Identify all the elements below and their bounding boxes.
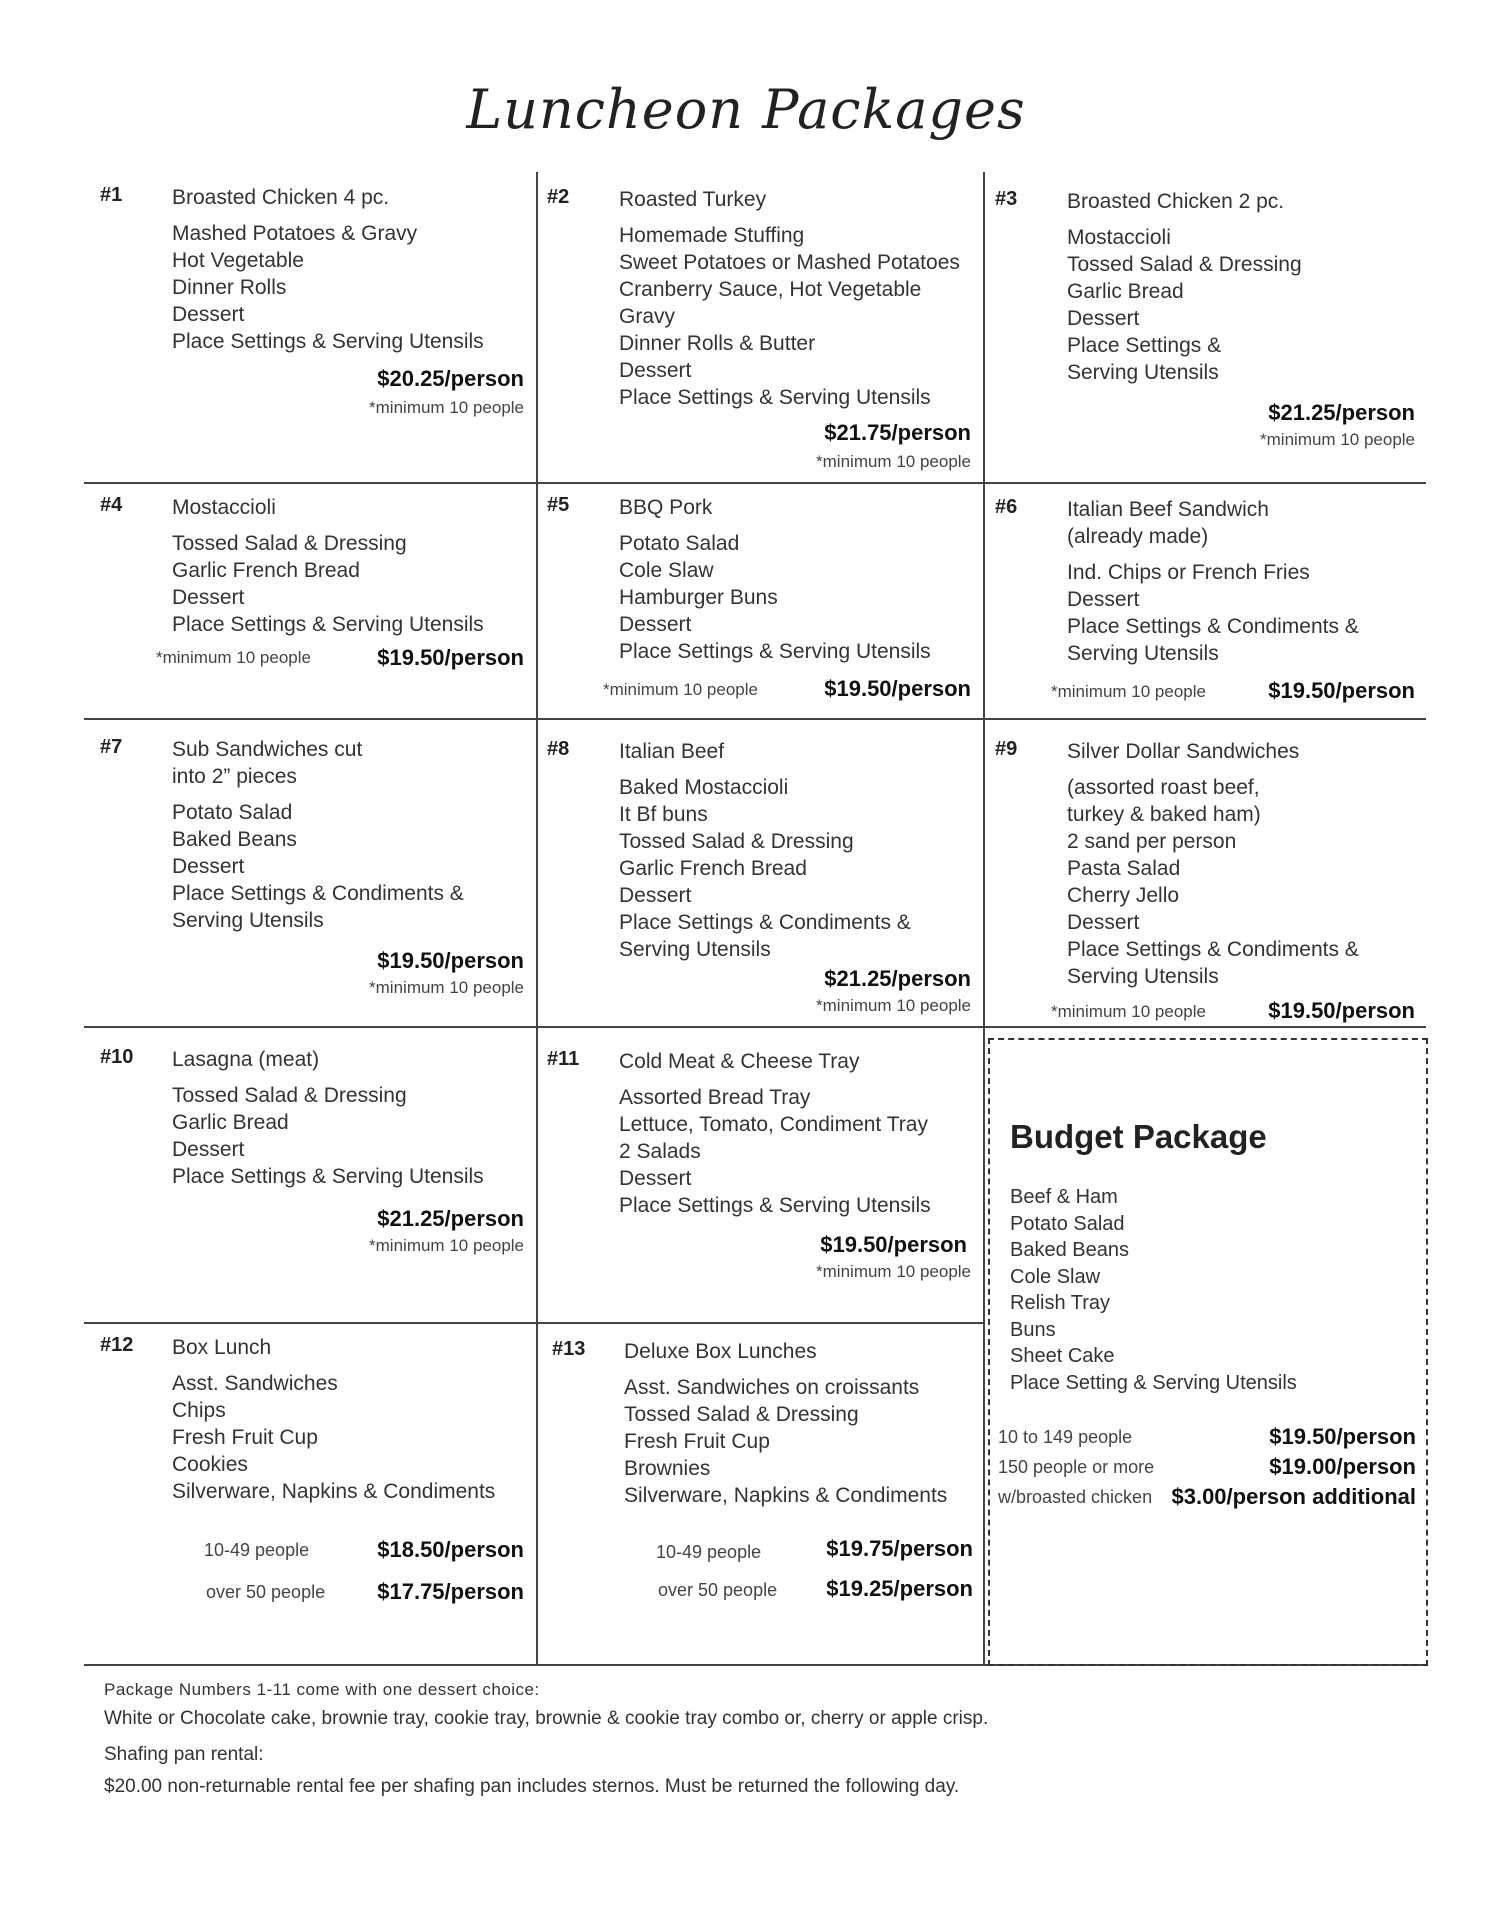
package-item: Cherry Jello [1067, 884, 1180, 907]
package-price: $21.25/person [377, 1206, 524, 1231]
tier-label: over 50 people [658, 1580, 778, 1600]
package-price: $19.50/person [824, 676, 971, 701]
package-item: Dessert [619, 884, 692, 907]
package-minimum: *minimum 10 people [1051, 682, 1206, 701]
budget-tier [998, 1484, 1416, 1512]
package-item: Garlic Bread [1067, 280, 1184, 303]
package-minimum: *minimum 10 people [816, 996, 971, 1015]
package-item: Sub Sandwiches cut [172, 738, 363, 761]
package-number: #9 [995, 738, 1018, 760]
package-price: $19.50/person [1268, 678, 1415, 703]
tier-price: $19.75/person [826, 1536, 973, 1561]
package-item: Dinner Rolls [172, 276, 287, 299]
package-items [619, 494, 931, 665]
package-2 [547, 186, 971, 476]
package-number: #8 [547, 738, 570, 760]
shafing-text: $20.00 non-returnable rental fee per shafing pan includes sternos. Must be returned the following day. [104, 1776, 960, 1797]
tier-price: $19.00/person [1269, 1454, 1416, 1479]
tier-price: $18.50/person [377, 1537, 524, 1562]
package-item: BBQ Pork [619, 496, 713, 519]
budget-item: Baked Beans [1010, 1239, 1129, 1261]
budget-item: Cole Slaw [1010, 1265, 1101, 1288]
package-item: Serving Utensils [1067, 361, 1219, 384]
budget-package-title: Budget Package [1010, 1118, 1267, 1155]
package-number: #4 [100, 494, 123, 516]
package-item: Place Settings & Serving Utensils [172, 613, 484, 636]
package-item: Chips [172, 1399, 226, 1422]
package-item: Dessert [172, 586, 245, 609]
package-item: It Bf buns [619, 803, 708, 826]
package-number: #6 [995, 496, 1018, 518]
tier-label: 10-49 people [656, 1542, 762, 1562]
package-number: #2 [547, 186, 570, 208]
package-item: Place Settings & Serving Utensils [619, 386, 931, 409]
package-10 [100, 1046, 524, 1276]
package-item: (already made) [1067, 525, 1209, 548]
package-7 [100, 736, 524, 1006]
package-item: Place Settings & Serving Utensils [172, 330, 484, 353]
package-minimum: *minimum 10 people [1260, 430, 1415, 449]
package-item: Mostaccioli [1067, 226, 1171, 249]
package-13 [552, 1338, 973, 1608]
tier-price: $3.00/person additional [1171, 1484, 1416, 1509]
package-price: $20.25/person [377, 366, 524, 391]
package-item: Potato Salad [172, 801, 293, 824]
package-items [172, 736, 464, 934]
divider [84, 1322, 984, 1324]
package-item: Dessert [172, 855, 245, 878]
package-item: Serving Utensils [1067, 642, 1219, 665]
package-item: Tossed Salad & Dressing [619, 830, 854, 853]
package-price: $21.25/person [824, 966, 971, 991]
package-item: Sweet Potatoes or Mashed Potatoes [619, 251, 960, 274]
package-item: Brownies [624, 1457, 711, 1480]
package-item: Asst. Sandwiches on croissants [624, 1376, 920, 1399]
package-item: Dessert [172, 1138, 245, 1161]
package-item: (assorted roast beef, [1067, 776, 1260, 799]
package-price: $21.25/person [1268, 400, 1415, 425]
package-item: into 2” pieces [172, 765, 297, 788]
package-minimum: *minimum 10 people [603, 680, 758, 699]
package-item: Place Settings & Condiments & [1067, 615, 1359, 638]
tier-price: $19.50/person [1269, 1424, 1416, 1449]
package-item: Asst. Sandwiches [172, 1372, 338, 1395]
package-number: #13 [552, 1338, 586, 1360]
package-item: Lasagna (meat) [172, 1048, 320, 1071]
budget-item: Beef & Ham [1010, 1186, 1118, 1208]
package-item: Deluxe Box Lunches [624, 1340, 817, 1363]
package-item: Silver Dollar Sandwiches [1067, 740, 1300, 763]
package-item: Homemade Stuffing [619, 224, 805, 247]
package-number: #7 [100, 736, 123, 758]
package-minimum: *minimum 10 people [369, 1236, 524, 1255]
package-price: $19.50/person [377, 645, 524, 670]
package-items [172, 1334, 495, 1505]
budget-item: Sheet Cake [1010, 1345, 1115, 1367]
package-item: Serving Utensils [1067, 965, 1219, 988]
divider [84, 482, 1426, 484]
budget-item: Potato Salad [1010, 1212, 1125, 1235]
package-item: Silverware, Napkins & Condiments [624, 1484, 948, 1507]
package-item: Lettuce, Tomato, Condiment Tray [619, 1113, 928, 1136]
package-price: $19.50/person [1268, 998, 1415, 1023]
tier-label: 150 people or more [998, 1457, 1155, 1477]
budget-tier [998, 1454, 1416, 1482]
tier-label: w/broasted chicken [998, 1487, 1153, 1507]
package-item: Tossed Salad & Dressing [1067, 253, 1302, 276]
package-number: #5 [547, 494, 570, 516]
package-item: Pasta Salad [1067, 857, 1181, 880]
dessert-text: White or Chocolate cake, brownie tray, cookie tray, brownie & cookie tray combo or, cherry or apple crisp. [104, 1708, 989, 1729]
package-item: Dessert [619, 359, 692, 382]
package-3 [995, 188, 1415, 458]
package-items [172, 1046, 484, 1190]
package-items [1067, 188, 1302, 386]
package-item: Mashed Potatoes & Gravy [172, 222, 418, 245]
package-minimum: *minimum 10 people [1051, 1002, 1206, 1021]
package-price: $21.75/person [824, 420, 971, 445]
package-item: Place Settings & Condiments & [172, 882, 464, 905]
package-4 [100, 494, 524, 694]
package-item: Garlic French Bread [172, 559, 360, 582]
tier-label: over 50 people [206, 1582, 326, 1602]
package-number: #1 [100, 184, 123, 206]
package-item: Hot Vegetable [172, 249, 304, 272]
package-item: Dinner Rolls & Butter [619, 332, 816, 355]
package-price: $19.50/person [820, 1232, 967, 1257]
package-item: Serving Utensils [172, 909, 324, 932]
divider [84, 1026, 1426, 1028]
package-item: Fresh Fruit Cup [172, 1426, 318, 1449]
package-minimum: *minimum 10 people [369, 398, 524, 417]
package-number: #11 [547, 1048, 580, 1070]
budget-item: Place Setting & Serving Utensils [1010, 1371, 1297, 1394]
tier-price: $19.25/person [826, 1576, 973, 1601]
package-item: Gravy [619, 305, 676, 328]
package-items [619, 186, 960, 411]
budget-item: Buns [1010, 1318, 1056, 1341]
package-item: Place Settings & Condiments & [1067, 938, 1359, 961]
package-item: Place Settings & [1067, 334, 1222, 357]
package-item: Silverware, Napkins & Condiments [172, 1480, 496, 1503]
divider [983, 172, 985, 1664]
package-item: Tossed Salad & Dressing [172, 1084, 407, 1107]
package-price: $19.50/person [377, 948, 524, 973]
package-item: Garlic French Bread [619, 857, 807, 880]
package-number: #10 [100, 1046, 134, 1068]
package-item: turkey & baked ham) [1067, 803, 1261, 826]
package-item: Dessert [619, 613, 692, 636]
package-item: Dessert [172, 303, 245, 326]
package-item: Cookies [172, 1453, 248, 1476]
package-item: Tossed Salad & Dressing [172, 532, 407, 555]
package-1 [100, 184, 524, 424]
package-items [624, 1338, 947, 1509]
package-items [172, 494, 484, 638]
package-item: Hamburger Buns [619, 586, 778, 609]
package-item: 2 Salads [619, 1140, 701, 1163]
package-item: Dessert [1067, 588, 1140, 611]
divider [84, 718, 1426, 720]
package-item: Baked Beans [172, 828, 297, 851]
package-6 [995, 496, 1415, 706]
package-item: Potato Salad [619, 532, 740, 555]
package-item: Roasted Turkey [619, 188, 767, 211]
package-number: #3 [995, 188, 1018, 210]
tier-label: 10 to 149 people [998, 1427, 1133, 1447]
package-items [1067, 496, 1359, 667]
package-item: Assorted Bread Tray [619, 1086, 811, 1109]
package-number: #12 [100, 1334, 134, 1356]
package-minimum: *minimum 10 people [816, 452, 971, 471]
budget-tier [998, 1424, 1416, 1452]
shafing-heading: Shafing pan rental: [104, 1744, 264, 1765]
package-minimum: *minimum 10 people [369, 978, 524, 997]
package-8 [547, 738, 971, 1018]
package-items [1067, 738, 1359, 990]
package-items [619, 738, 911, 963]
package-item: Tossed Salad & Dressing [624, 1403, 859, 1426]
package-item: Broasted Chicken 2 pc. [1067, 190, 1285, 213]
package-minimum: *minimum 10 people [816, 1262, 971, 1281]
budget-item: Relish Tray [1010, 1292, 1111, 1314]
package-item: Baked Mostaccioli [619, 776, 789, 799]
package-item: Cranberry Sauce, Hot Vegetable [619, 278, 922, 301]
package-9 [995, 738, 1415, 1023]
budget-package-items [1010, 1184, 1297, 1396]
package-item: Place Settings & Condiments & [619, 911, 911, 934]
divider [536, 172, 538, 1664]
package-item: Garlic Bread [172, 1111, 289, 1134]
dessert-heading: Package Numbers 1-11 come with one dessert choice: [104, 1680, 540, 1699]
package-item: Cole Slaw [619, 559, 714, 582]
package-item: Broasted Chicken 4 pc. [172, 186, 390, 209]
package-item: Dessert [1067, 911, 1140, 934]
package-12 [100, 1334, 524, 1604]
package-item: Box Lunch [172, 1336, 272, 1359]
package-item: 2 sand per person [1067, 830, 1237, 853]
package-item: Fresh Fruit Cup [624, 1430, 770, 1453]
package-item: Place Settings & Serving Utensils [619, 1194, 931, 1217]
tier-price: $17.75/person [377, 1579, 524, 1604]
package-5 [547, 494, 971, 704]
package-item: Serving Utensils [619, 938, 771, 961]
package-item: Ind. Chips or French Fries [1067, 561, 1310, 584]
package-item: Mostaccioli [172, 496, 276, 519]
tier-label: 10-49 people [204, 1540, 310, 1560]
package-items [172, 184, 484, 355]
package-item: Place Settings & Serving Utensils [172, 1165, 484, 1188]
package-11 [547, 1048, 971, 1298]
package-minimum: *minimum 10 people [156, 648, 311, 667]
package-item: Dessert [619, 1167, 692, 1190]
package-item: Dessert [1067, 307, 1140, 330]
page-title: Luncheon Packages [466, 78, 1026, 141]
package-item: Place Settings & Serving Utensils [619, 640, 931, 663]
package-item: Italian Beef [619, 740, 725, 763]
package-item: Cold Meat & Cheese Tray [619, 1050, 860, 1073]
package-item: Italian Beef Sandwich [1067, 498, 1269, 521]
package-items [619, 1048, 931, 1219]
